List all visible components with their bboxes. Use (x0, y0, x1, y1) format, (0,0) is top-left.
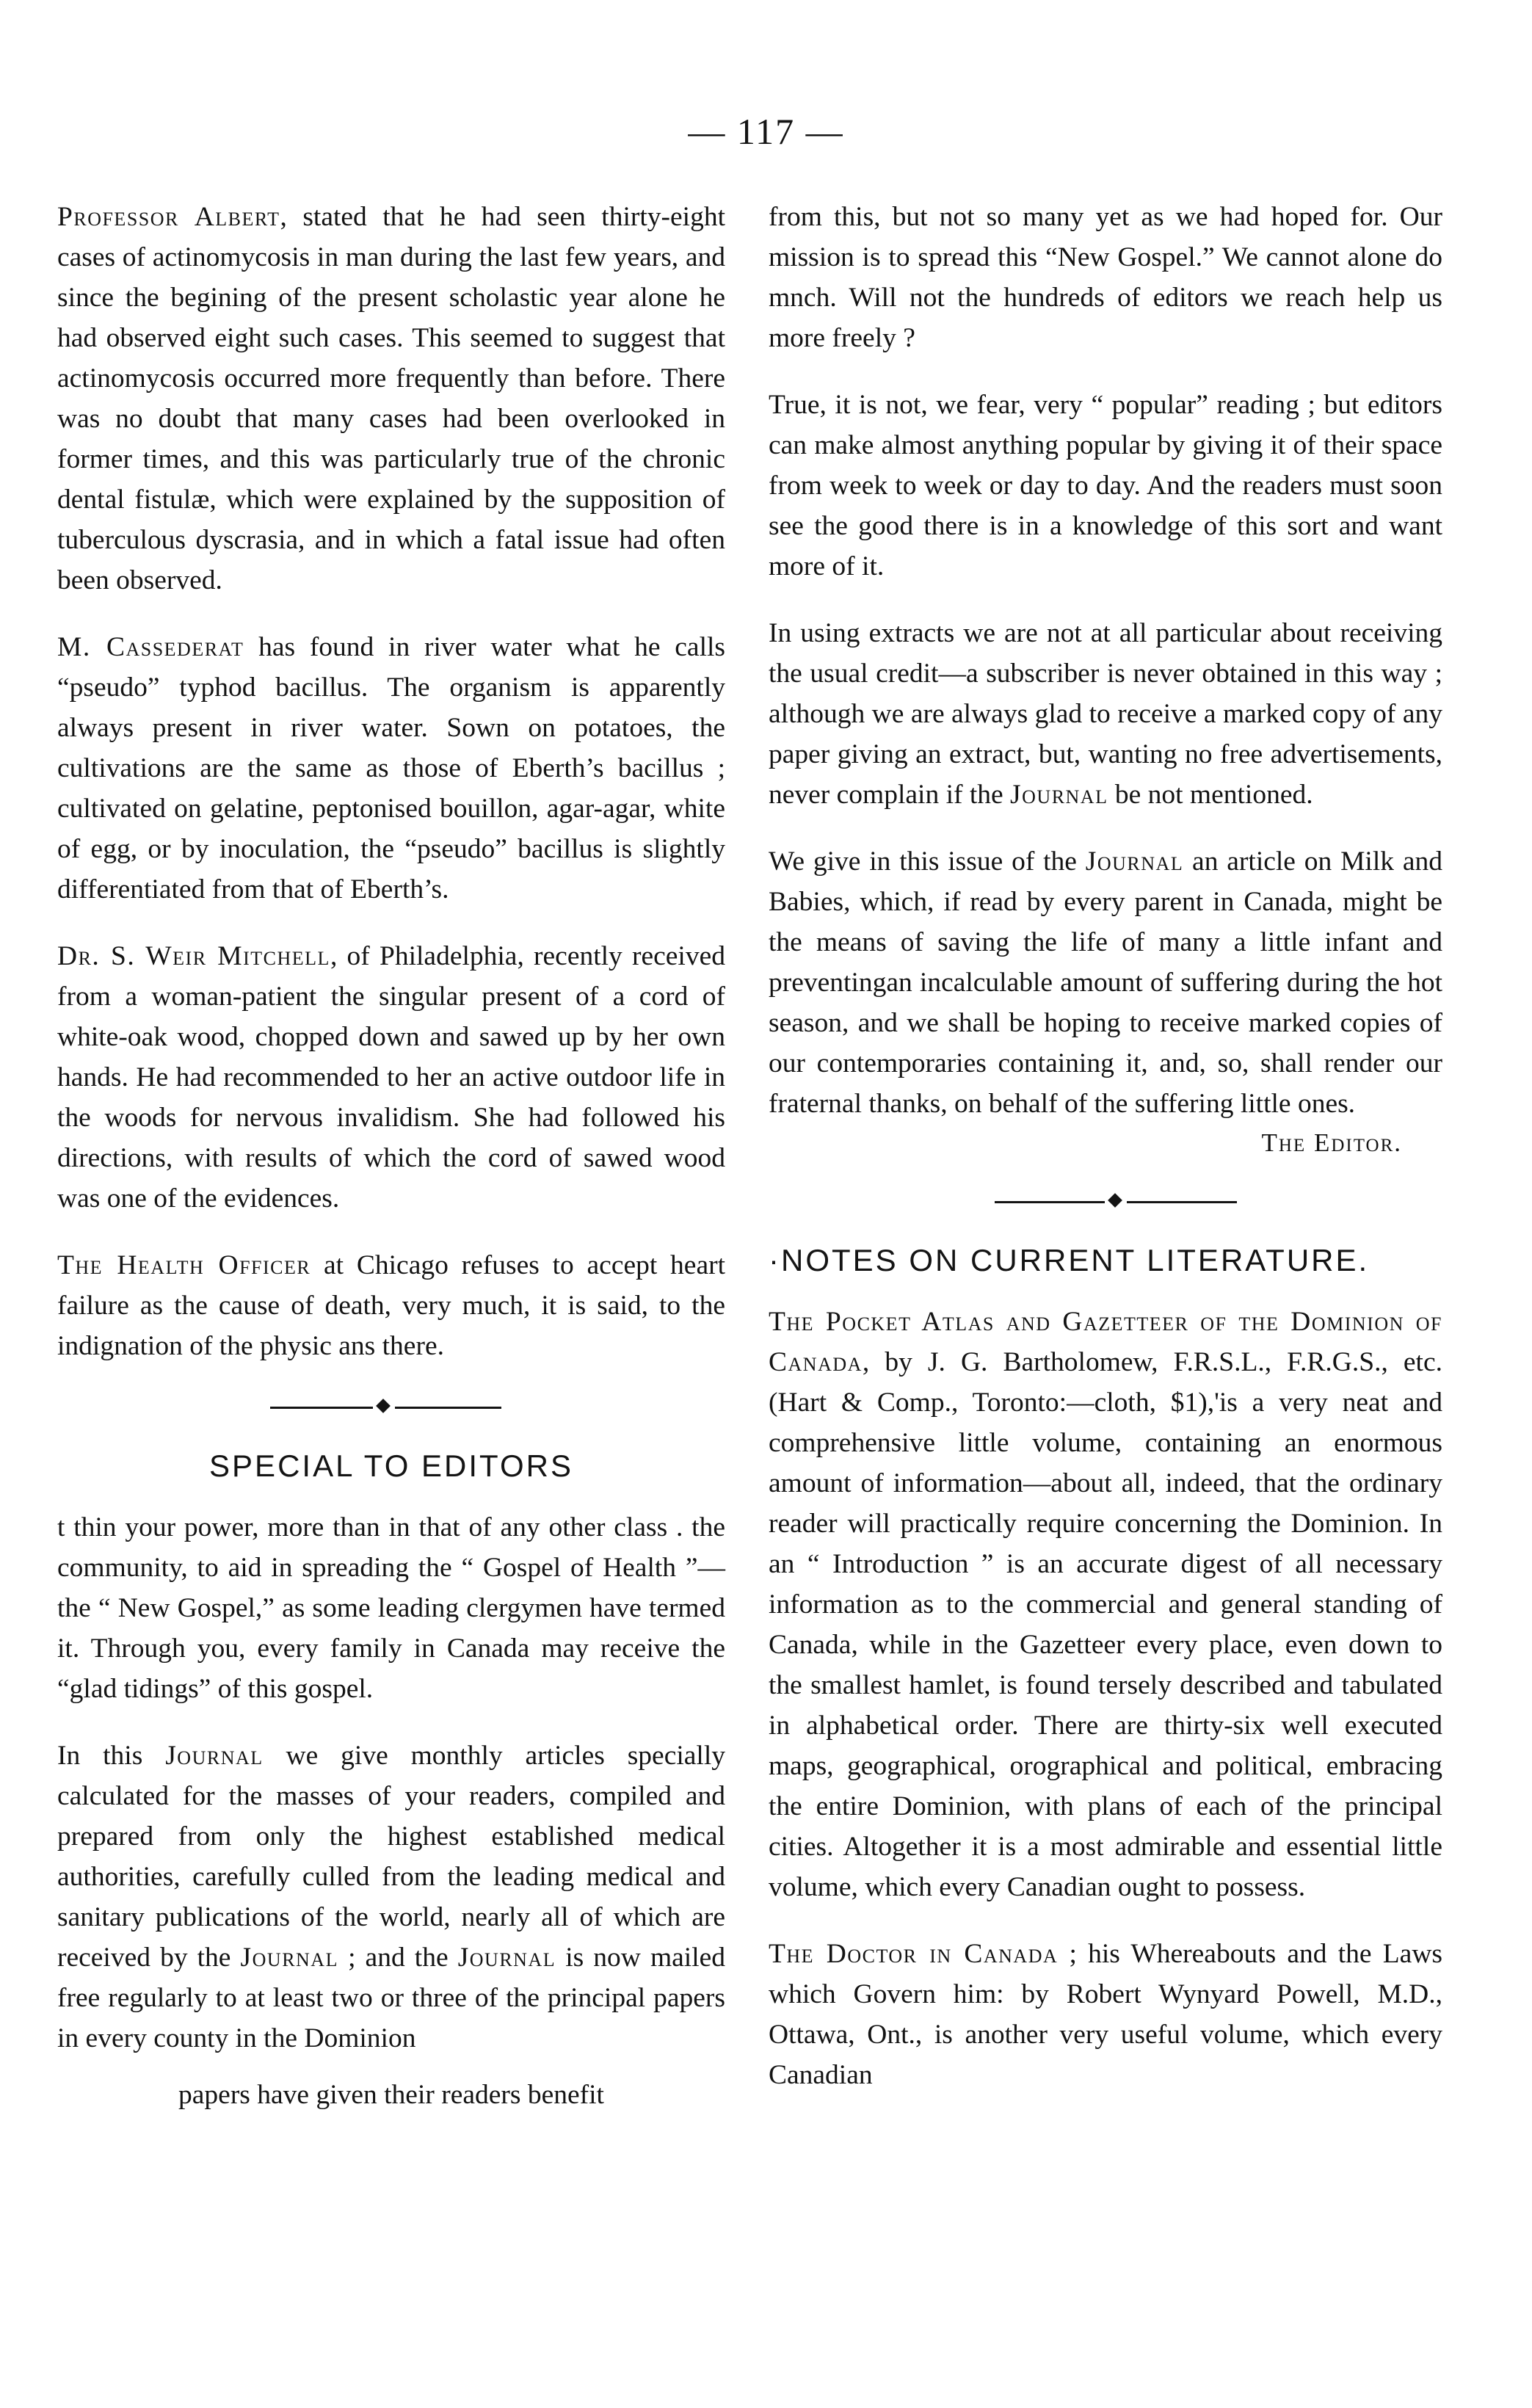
right-column (769, 197, 1442, 2122)
lead-name: M. Cassederat (57, 632, 244, 662)
journal-name: Journal (1085, 846, 1184, 877)
paragraph-doctor-in-canada (769, 1934, 1442, 2095)
section-divider (769, 1187, 1442, 1216)
paragraph-weir-mitchell (57, 936, 725, 1219)
divider-line (1127, 1201, 1237, 1203)
divider-diamond (1108, 1193, 1122, 1208)
paragraph-text: True, it is not, we fear, very “ popular” reading ; but editors can make almost anything popular by giving it of their space from week to week or day to day. And the readers must soon see the good there is in a knowledge of this sort and want more of it. (769, 390, 1442, 581)
paragraph-text: from this, but not so many yet as we had hoped for. Our mission is to spread this “New Gospel.” We cannot alone do mnch. Will not the hundreds of editors we reach help us more freely ? (769, 202, 1442, 353)
journal-name: Journal (240, 1943, 338, 1973)
heading-special-to-editors: SPECIAL TO EDITORS (209, 1448, 573, 1483)
editor-signature: The Editor. (1261, 1128, 1402, 1157)
paragraph-text: an article on Milk and Babies, which, if read by every parent in Canada, might be the means of saving the life of many a little infant and preventingan incalculable amount of suffering during the hot season, and we shall be hoping to receive marked copies of our contemporaries containing it, and, so, shall render our fraternal thanks, on behalf of the suffering little ones. (769, 846, 1442, 1119)
book-title: The Doctor in Canada (769, 1939, 1059, 1969)
journal-name: Journal (165, 1741, 264, 1771)
page-number: — 117 — (688, 111, 844, 152)
paragraph-cassederat (57, 627, 725, 910)
divider-line (995, 1201, 1105, 1203)
lead-name: The Health Officer (57, 1250, 311, 1280)
paragraph-journal-articles (57, 1736, 725, 2059)
paragraph-editors-intro (57, 1507, 725, 1709)
paragraph-pocket-atlas (769, 1302, 1442, 1907)
paragraph-text: We give in this issue of the (769, 846, 1086, 877)
book-title: The Pocket Atlas and Gazetteer of the Dominion of Canada (769, 1307, 1442, 1377)
paragraph-text: at Chicago refuses to accept heart failure as the cause of death, very much, it is said, to the indignation of the physic ans there. (57, 1250, 726, 1361)
paragraph-text: , of Philadelphia, recently received from a woman-patient the singular present of a cord of white-oak wood, chopped down and sawed up by her own hands. He had recommended to her an active outdoor life in the woods for nervous invalidism. She had followed his directions, with results of which the cord of sawed wood was one of the evidences. (57, 941, 725, 1214)
lead-name: Professor Albert (57, 202, 280, 232)
paragraph-text: In using extracts we are not at all particular about receiving the usual credit—a subscriber is never obtained in this way ; although we are always glad to receive a marked copy of any paper giving an extract, but, wanting no free advertisements, never complain if the (769, 618, 1442, 810)
divider-line (270, 1407, 373, 1409)
paragraph-text: is now mailed free regularly to at least two or three of the principal papers in every county in the Dominion (57, 1943, 726, 2053)
paragraph-text: be not mentioned. (1108, 780, 1313, 810)
divider-line (395, 1407, 501, 1409)
journal-name: Journal (1010, 780, 1108, 810)
lead-name: Dr. S. Weir Mitchell (57, 941, 330, 971)
paragraph-milk-and-babies (769, 841, 1442, 1124)
paragraph-text: t thin your power, more than in that of any other class . the community, to aid in spreading the “ Gospel of Health ”—the “ New Gospel,” as some leading clergymen have termed it. Through you, every family in Canada may receive the “glad tidings” of this gospel. (57, 1512, 725, 1704)
paragraph-popular-reading (769, 385, 1442, 587)
paragraph-text: ; and the (338, 1943, 458, 1973)
paragraph-text: papers have given their readers benefit (178, 2080, 604, 2110)
left-column (57, 197, 725, 2142)
journal-name: Journal (457, 1943, 556, 1973)
paragraph-text: , stated that he had seen thirty-eight cases of actinomycosis in man during the last few years, and since the begining of the present scholastic year alone he had observed eight such cases. This seemed to suggest that actinomycosis occurred more frequently than before. There was no doubt that many cases had been overlooked in former times, and this was particularly true of the chronic dental fistulæ, which were explained by the supposition of tuberculous dyscrasia, and in which a fatal issue had often been observed. (57, 202, 725, 595)
paragraph-extracts (769, 613, 1442, 815)
paragraph-mission (769, 197, 1442, 358)
paragraph-text: we give monthly articles specially calculated for the masses of your readers, compiled and prepared from only the highest established medical authorities, carefully culled from the leading medical and sanitary publications of the world, nearly all of which are received by the (57, 1741, 725, 1973)
paragraph-professor-albert (57, 197, 725, 601)
paragraph-continuation (57, 2075, 725, 2115)
section-divider (57, 1393, 725, 1422)
heading-notes-on-current-literature: ·NOTES ON CURRENT LITERATURE. (769, 1243, 1370, 1277)
paragraph-text: , by J. G. Bartholomew, F.R.S.L., F.R.G.S., etc. (Hart & Comp., Toronto:—cloth, $1),'is a very neat and comprehensive little volume, containing an enormous amount of information—about all, indeed, that the ordinary reader will practically require concerning the Dominion. In an “ Introduction ” is an accurate digest of all necessary information as to the commercial and general standing of Canada, while in the Gazetteer every place, even down to the smallest hamlet, is found tersely described and tabulated in alphabetical order. There are thirty-six well executed maps, geographical, orographical and political, embracing the entire Dominion, with plans of each of the principal cities. Altogether it is a most admirable and essential little volume, which every Canadian ought to possess. (769, 1347, 1442, 1902)
paragraph-text: In this (57, 1741, 166, 1771)
paragraph-text: has found in river water what he calls “pseudo” typhod bacillus. The organism is apparently always present in river water. Sown on potatoes, the cultivations are the same as those of Eberth’s bacillus ; cultivated on gelatine, peptonised bouillon, agar-agar, white of egg, or by inoculation, the “pseudo” bacillus is slightly differentiated from that of Eberth’s. (57, 632, 726, 904)
paragraph-health-officer (57, 1245, 725, 1366)
divider-diamond (376, 1399, 391, 1413)
paragraph-text: ; his Whereabouts and the Laws which Govern him: by Robert Wynyard Powell, M.D., Ottawa, Ont., is another very useful volume, which every Canadian (769, 1939, 1443, 2090)
